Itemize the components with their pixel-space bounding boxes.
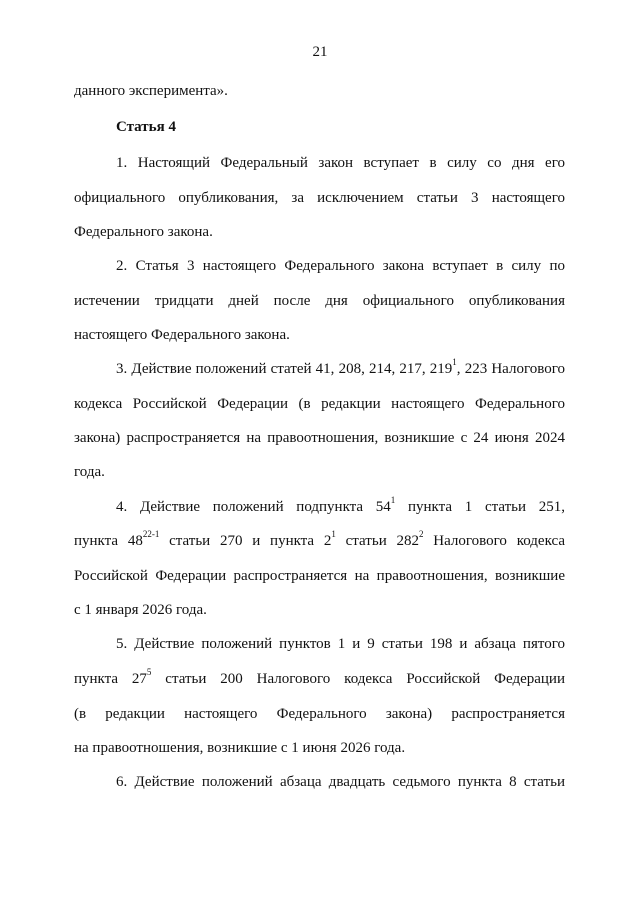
paragraph-4-line-3: Российской Федерации распространяется на правоотношения, возникшие	[74, 568, 565, 584]
text-run: пункта 1 статьи 251,	[395, 499, 565, 515]
paragraph-4-line-4: с 1 января 2026 года.	[74, 602, 207, 618]
paragraph-1-line-2: официального опубликования, за исключением статьи 3 настоящего	[74, 190, 565, 206]
paragraph-5-line-1: 5. Действие положений пунктов 1 и 9 статьи 198 и абзаца пятого	[116, 636, 565, 652]
superscript: 1	[390, 495, 396, 505]
text-run: Налогового кодекса	[423, 533, 565, 549]
article-heading: Статья 4	[116, 119, 176, 135]
paragraph-3-line-4: года.	[74, 464, 105, 480]
superscript: 1	[331, 529, 336, 539]
paragraph-2-line-2: истечении тридцати дней после дня официального опубликования	[74, 293, 565, 309]
text-run: пункта 48	[74, 533, 143, 549]
page-number: 21	[312, 44, 328, 60]
text-run: 4. Действие положений подпункта 54	[116, 499, 391, 515]
text-run: пункта 27	[74, 671, 147, 687]
superscript: 5	[146, 667, 152, 677]
text-run: 3. Действие положений статей 41, 208, 214, 217, 219	[116, 361, 453, 377]
text-run: статьи 270 и пункта 2	[159, 533, 332, 549]
superscript: 2	[419, 529, 424, 539]
paragraph-2-line-3: настоящего Федерального закона.	[74, 327, 290, 343]
paragraph-3-line-1	[116, 359, 565, 379]
text-run: , 223 Налогового	[456, 361, 565, 377]
paragraph-1-line-3: Федерального закона.	[74, 224, 213, 240]
paragraph-2-line-1: 2. Статья 3 настоящего Федерального закона вступает в силу по	[116, 258, 565, 274]
paragraph-4-line-2	[74, 531, 565, 551]
paragraph-3-line-3: закона) распространяется на правоотношения, возникшие с 24 июня 2024	[74, 430, 565, 446]
superscript: 22-1	[142, 529, 160, 539]
paragraph-5-line-2	[74, 669, 565, 689]
text-run: статьи 282	[335, 533, 419, 549]
paragraph-5-line-4: на правоотношения, возникшие с 1 июня 2026 года.	[74, 740, 406, 756]
paragraph-3-line-2: кодекса Российской Федерации (в редакции настоящего Федерального	[74, 396, 565, 412]
superscript: 1	[452, 357, 457, 367]
paragraph-6-line-1: 6. Действие положений абзаца двадцать седьмого пункта 8 статьи	[116, 774, 565, 790]
paragraph-5-line-3: (в редакции настоящего Федерального закона) распространяется	[74, 706, 565, 722]
paragraph-1-line-1: 1. Настоящий Федеральный закон вступает в силу со дня его	[116, 155, 565, 171]
text-run: статьи 200 Налогового кодекса Российской Федерации	[151, 671, 565, 687]
text-line: данного эксперимента».	[74, 83, 228, 99]
paragraph-4-line-1	[116, 497, 565, 517]
